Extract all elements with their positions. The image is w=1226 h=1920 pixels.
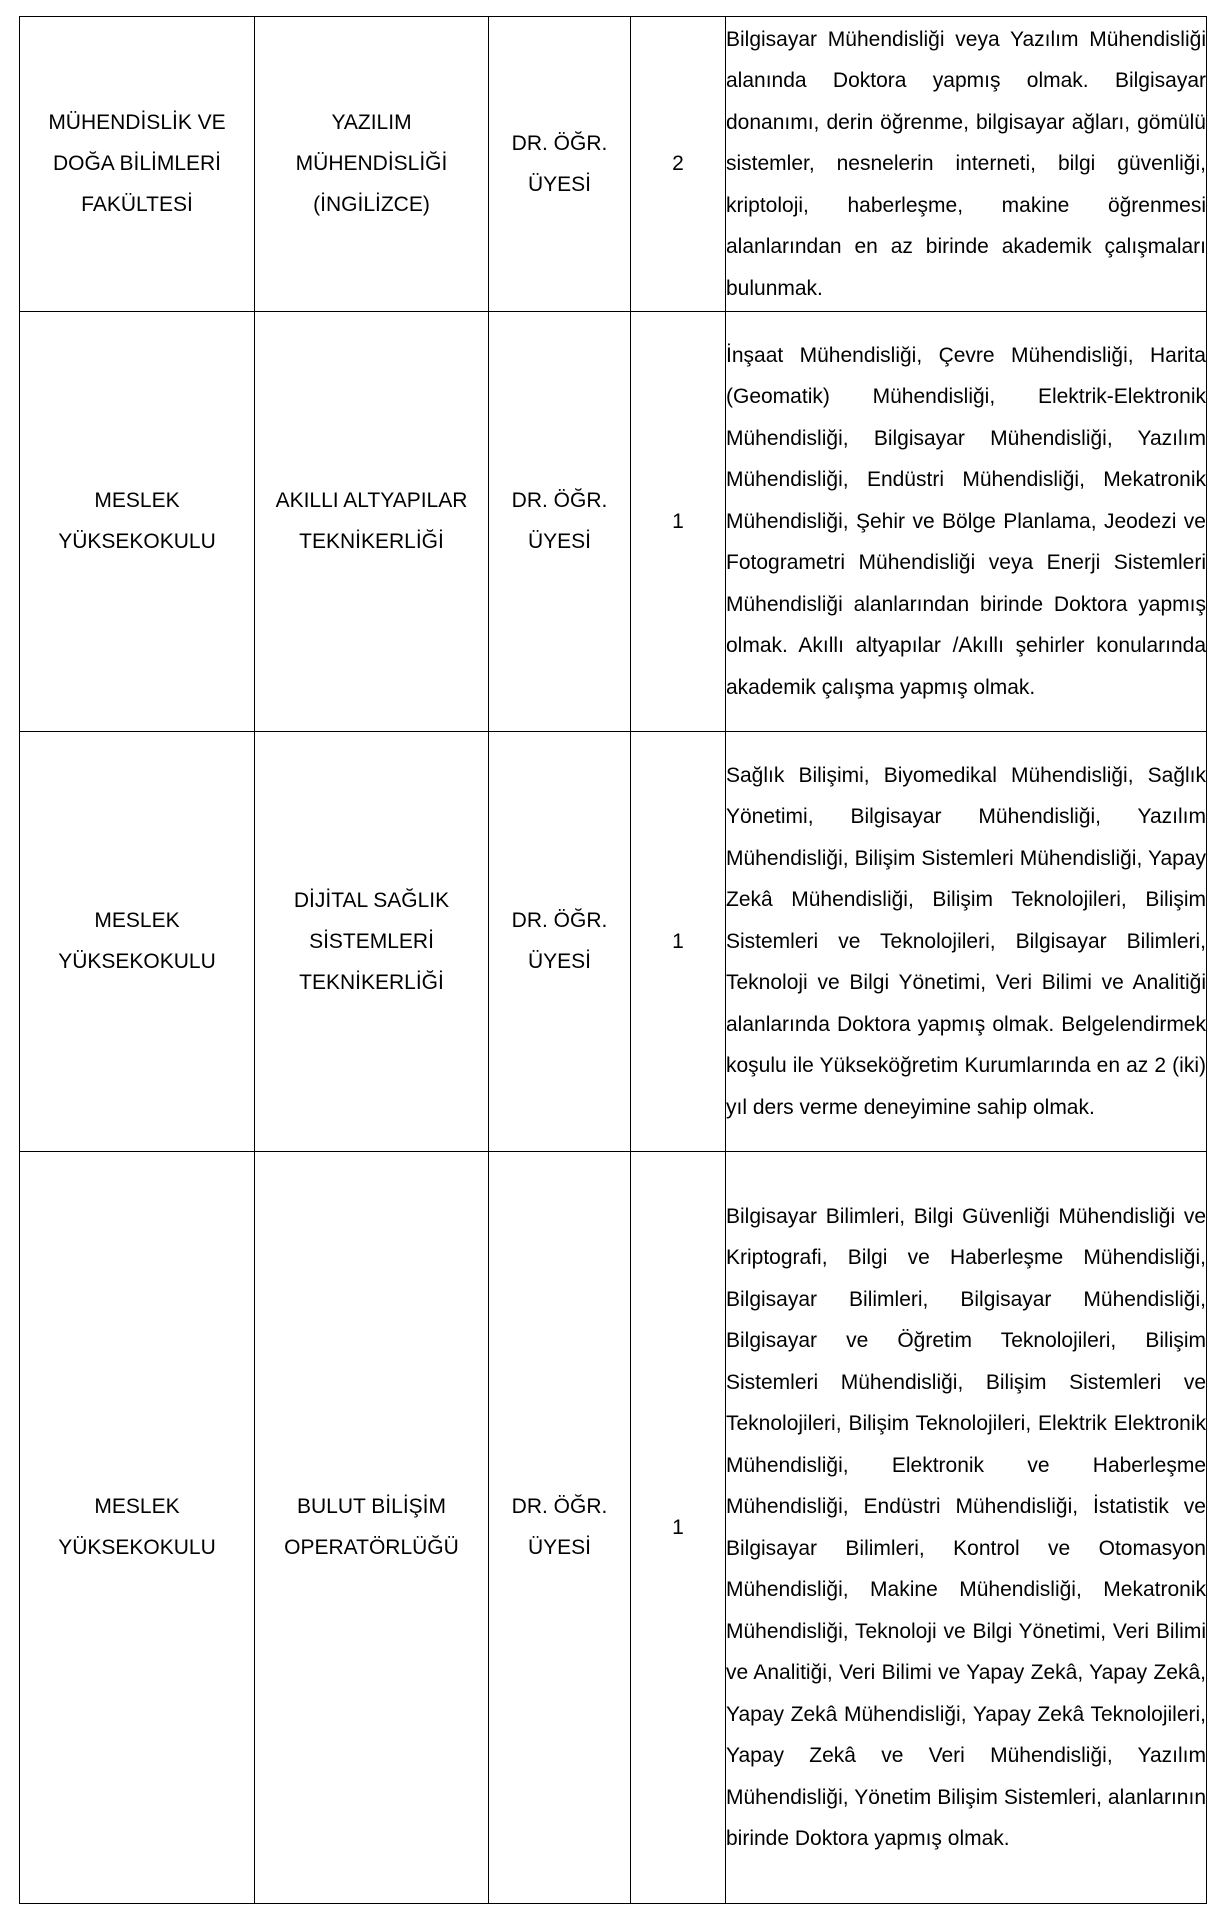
title-cell: [489, 312, 631, 732]
table-row: [20, 17, 1207, 312]
program-cell: [255, 312, 489, 732]
requirements-text: Sağlık Bilişimi, Biyomedikal Mühendisliği, Sağlık Yönetimi, Bilgisayar Mühendisliği, Yazılım Mühendisliği, Bilişim Sistemleri Mühendisliği, Yapay Zekâ Mühendisliği, Bilişim Teknolojileri, Bilişim Sistemleri ve Teknolojileri, Bilgisayar Bilimleri, Teknoloji ve Bilgi Yönetimi, Veri Bilimi ve Analitiği alanlarında Doktora yapmış olmak. Belgelendirmek koşulu ile Yükseköğretim Kurumlarında en az 2 (iki) yıl ders verme deneyimine sahip olmak.: [726, 763, 1206, 1119]
academic-title: DR. ÖĞR. ÜYESİ: [511, 489, 608, 554]
count-cell: [631, 17, 726, 312]
program-name: YAZILIM MÜHENDİSLİĞİ (İNGİLİZCE): [295, 111, 448, 217]
title-cell: [489, 732, 631, 1152]
program-name: DİJİTAL SAĞLIK SİSTEMLERİ TEKNİKERLİĞİ: [293, 888, 450, 994]
program-cell: [255, 732, 489, 1152]
requirements-text: Bilgisayar Mühendisliği veya Yazılım Mühendisliği alanında Doktora yapmış olmak. Bilgisayar donanımı, derin öğrenme, bilgisayar ağları, gömülü sistemler, nesnelerin interneti, bilgi güvenliği, kriptoloji, haberleşme, makine öğrenmesi alanlarından en az birinde akademik çalışmaları bulunmak.: [726, 27, 1206, 300]
position-table: [19, 16, 1207, 1904]
requirements-text: Bilgisayar Bilimleri, Bilgi Güvenliği Mühendisliği ve Kriptografi, Bilgi ve Haberleşme Mühendisliği, Bilgisayar Bilimleri, Bilgisayar Mühendisliği, Bilgisayar ve Öğretim Teknolojileri, Bilişim Sistemleri Mühendisliği, Bilişim Sistemleri ve Teknolojileri, Bilişim Teknolojileri, Elektrik Elektronik Mühendisliği, Elektronik ve Haberleşme Mühendisliği, Endüstri Mühendisliği, İstatistik ve Bilgisayar Bilimleri, Kontrol ve Otomasyon Mühendisliği, Makine Mühendisliği, Mekatronik Mühendisliği, Teknoloji ve Bilgi Yönetimi, Veri Bilimi ve Analitiği, Veri Bilimi ve Yapay Zekâ, Yapay Zekâ, Yapay Zekâ Mühendisliği, Yapay Zekâ Teknolojileri, Yapay Zekâ ve Veri Mühendisliği, Yazılım Mühendisliği, Yönetim Bilişim Sistemleri, alanlarının birinde Doktora yapmış olmak.: [726, 1204, 1206, 1850]
count-cell: [631, 312, 726, 732]
faculty-cell: [20, 732, 255, 1152]
position-count: 2: [672, 152, 684, 176]
program-name: BULUT BİLİŞİM OPERATÖRLÜĞÜ: [284, 1495, 459, 1560]
academic-title: DR. ÖĞR. ÜYESİ: [511, 131, 608, 196]
count-cell: [631, 1152, 726, 1904]
faculty-cell: [20, 1152, 255, 1904]
program-cell: [255, 17, 489, 312]
faculty-name: MESLEK YÜKSEKOKULU: [58, 489, 216, 554]
requirements-cell: [726, 312, 1207, 732]
faculty-name: MESLEK YÜKSEKOKULU: [58, 1495, 216, 1560]
academic-title: DR. ÖĞR. ÜYESİ: [511, 909, 608, 974]
faculty-cell: [20, 312, 255, 732]
program-cell: [255, 1152, 489, 1904]
academic-title: DR. ÖĞR. ÜYESİ: [511, 1495, 608, 1560]
position-count: 1: [672, 509, 684, 533]
position-count: 1: [672, 1515, 684, 1539]
requirements-cell: [726, 1152, 1207, 1904]
faculty-cell: [20, 17, 255, 312]
faculty-name: MÜHENDİSLİK VE DOĞA BİLİMLERİ FAKÜLTESİ: [48, 111, 226, 217]
title-cell: [489, 1152, 631, 1904]
position-count: 1: [672, 929, 684, 953]
table-row: [20, 312, 1207, 732]
table-row: [20, 732, 1207, 1152]
count-cell: [631, 732, 726, 1152]
title-cell: [489, 17, 631, 312]
requirements-text: İnşaat Mühendisliği, Çevre Mühendisliği, Harita (Geomatik) Mühendisliği, Elektrik-Elektronik Mühendisliği, Bilgisayar Mühendisliği, Yazılım Mühendisliği, Endüstri Mühendisliği, Mekatronik Mühendisliği, Şehir ve Bölge Planlama, Jeodezi ve Fotogrametri Mühendisliği veya Enerji Sistemleri Mühendisliği alanlarından birinde Doktora yapmış olmak. Akıllı altyapılar /Akıllı şehirler konularında akademik çalışma yapmış olmak.: [726, 343, 1206, 699]
faculty-name: MESLEK YÜKSEKOKULU: [58, 909, 216, 974]
requirements-cell: [726, 732, 1207, 1152]
table-row: [20, 1152, 1207, 1904]
requirements-cell: [726, 17, 1207, 312]
program-name: AKILLI ALTYAPILAR TEKNİKERLİĞİ: [275, 489, 468, 554]
